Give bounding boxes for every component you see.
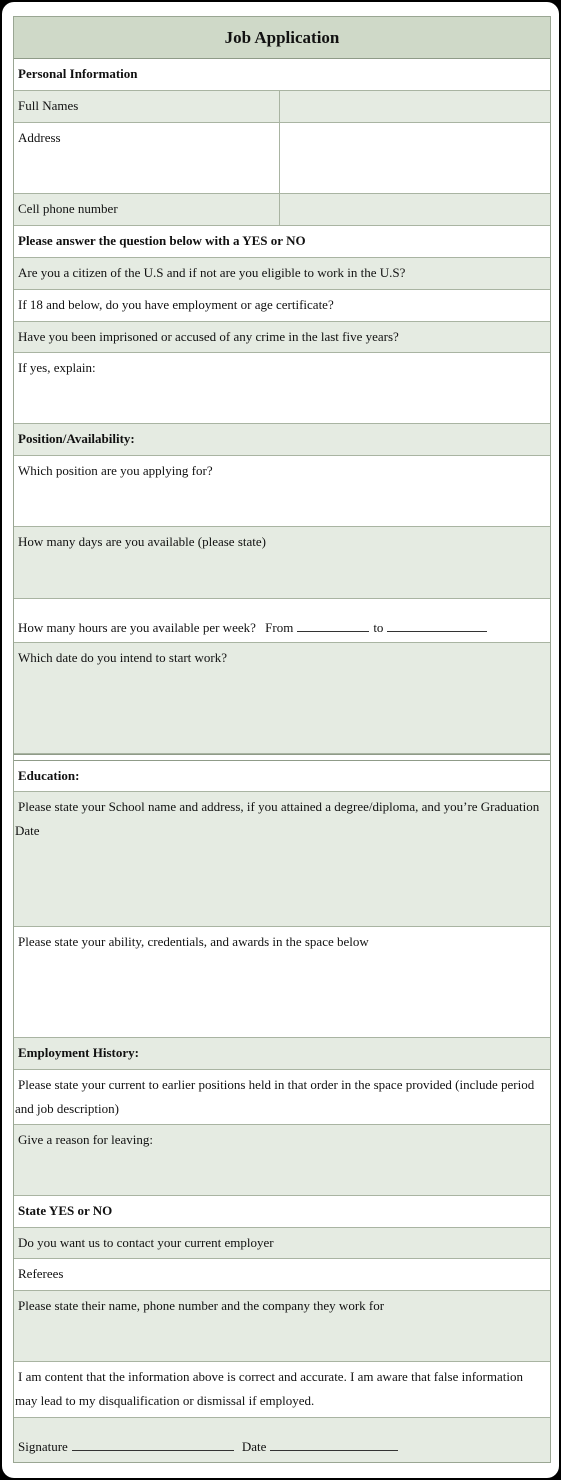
address-row [14,123,550,194]
full-names-label: Full Names [14,91,280,122]
referees-label: Referees [14,1259,550,1291]
full-names-row [14,91,550,123]
employment-heading: Employment History: [14,1038,550,1070]
hours-from-label: From [265,620,294,635]
hours-from-blank[interactable] [297,617,369,632]
yes-no-heading: Please answer the question below with a YES or NO [14,226,550,258]
declaration-text: I am content that the information above is correct and accurate. I am aware that false information may lead to my disqualification or dismissal if employed. [14,1362,550,1418]
school-question[interactable]: Please state your School name and address, if you attained a degree/diploma, and you’re Graduation Date [14,792,550,927]
full-names-field[interactable] [280,91,550,122]
date-label: Date [241,1439,267,1454]
credentials-question[interactable]: Please state your ability, credentials, and awards in the space below [14,927,550,1038]
address-label: Address [14,123,280,193]
position-question[interactable]: Which position are you applying for? [14,456,550,527]
job-application-form [13,16,551,1463]
positions-held-question[interactable]: Please state your current to earlier positions held in that order in the space provided (include period and job description) [14,1070,550,1125]
citizen-question[interactable]: Are you a citizen of the U.S and if not are you eligible to work in the U.S? [14,258,550,290]
cell-phone-label: Cell phone number [14,194,280,225]
days-available-question[interactable]: How many days are you available (please state) [14,527,550,599]
date-blank[interactable] [270,1436,398,1451]
form-title: Job Application [14,17,550,59]
start-date-question[interactable]: Which date do you intend to start work? [14,643,550,754]
crime-question[interactable]: Have you been imprisoned or accused of any crime in the last five years? [14,322,550,353]
referee-details-question[interactable]: Please state their name, phone number and the company they work for [14,1291,550,1362]
state-yes-no-heading: State YES or NO [14,1196,550,1228]
explain-field[interactable]: If yes, explain: [14,353,550,424]
signature-row [14,1418,550,1462]
cell-phone-field[interactable] [280,194,550,225]
page-card [2,2,559,1478]
age-certificate-question[interactable]: If 18 and below, do you have employment or age certificate? [14,290,550,322]
personal-info-heading: Personal Information [14,59,550,91]
position-heading: Position/Availability: [14,424,550,456]
education-heading: Education: [14,761,550,792]
hours-to-blank[interactable] [387,617,487,632]
cell-phone-row [14,194,550,226]
hours-available-label: How many hours are you available per week? [18,620,256,635]
address-field[interactable] [280,123,550,193]
signature-blank[interactable] [72,1436,234,1451]
hours-to-label: to [373,620,384,635]
reason-leaving-question[interactable]: Give a reason for leaving: [14,1125,550,1196]
hours-available-row [14,599,550,643]
section-gap [14,754,550,761]
contact-employer-question[interactable]: Do you want us to contact your current employer [14,1228,550,1259]
signature-label: Signature [18,1439,68,1454]
